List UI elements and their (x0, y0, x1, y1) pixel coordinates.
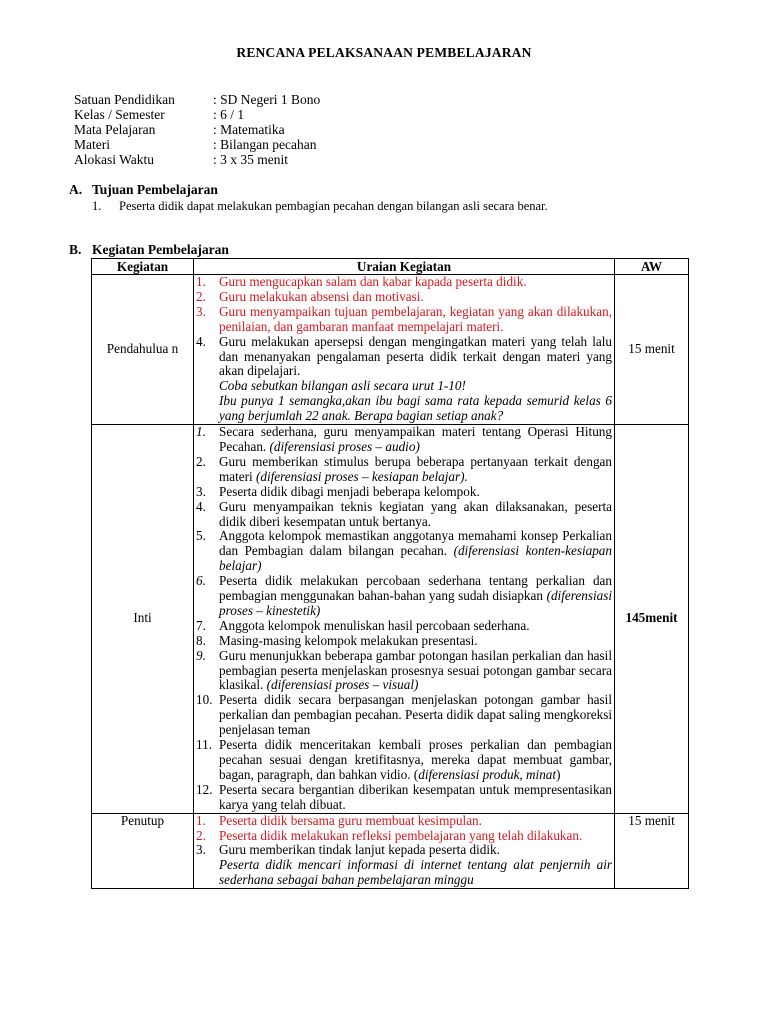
item-text: Peserta didik dibagi menjadi beberapa kelompok. (219, 483, 480, 499)
uraian-cell (194, 813, 615, 889)
aw-cell: 15 menit (615, 275, 689, 425)
identity-block (74, 92, 320, 167)
uraian-cell (194, 275, 615, 425)
item-number: 1. (196, 274, 206, 289)
list-item (194, 275, 612, 290)
item-text: Guru menunjukkan beberapa gambar potongan hasilan perkalian dan hasil pembagian peserta menjelaskan prosesnya sesuai potongan gambar secara klasikal. (219, 647, 612, 693)
item-number (194, 379, 219, 394)
item-text-wrap (219, 485, 612, 500)
item-text-wrap (219, 335, 612, 380)
item-text: Masing-masing kelompok melakukan presentasi. (219, 632, 478, 648)
item-text: Peserta didik bersama guru membuat kesimpulan. (219, 812, 482, 828)
item-text: Guru melakukan absensi dan motivasi. (219, 288, 424, 304)
list-item (194, 305, 612, 335)
section-a-heading (69, 182, 218, 198)
list-item (194, 693, 612, 738)
list-item (194, 634, 612, 649)
item-text-wrap (219, 829, 612, 844)
list-item (194, 858, 612, 888)
list-item (194, 500, 612, 530)
header-kegiatan: Kegiatan (92, 259, 194, 275)
item-text-wrap (219, 455, 612, 485)
item-text: Peserta didik secara berpasangan menjelaskan potongan gambar hasil perkalian dan pembagian pecahan. Peserta didik dapat saling mengkoreksi penjelasan teman (219, 692, 612, 738)
header-aw: AW (615, 259, 689, 275)
tujuan-list (92, 199, 548, 214)
item-number (194, 858, 219, 888)
item-number: 7. (196, 617, 206, 633)
item-number: 2. (196, 827, 206, 843)
kegiatan-cell: Pendahulua n (92, 275, 194, 425)
aw-cell: 145menit (615, 425, 689, 814)
item-text: Ibu punya 1 semangka,akan ibu bagi sama rata kepada semurid kelas 6 yang berjumlah 22 anak. Berapa bagian setiap anak? (219, 393, 612, 424)
item-number (194, 394, 219, 424)
uraian-list (194, 814, 614, 889)
document-title: RENCANA PELAKSANAAN PEMBELAJARAN (236, 45, 532, 60)
item-text-wrap (219, 738, 612, 783)
identity-label: Alokasi Waktu (74, 152, 155, 167)
list-item (194, 529, 612, 574)
list-item (194, 485, 612, 500)
item-text: Guru memberikan tindak lanjut kepada peserta didik. (219, 842, 500, 858)
identity-label: Mata Pelajaran (74, 122, 156, 137)
list-item (194, 738, 612, 783)
uraian-cell (194, 425, 615, 814)
identity-label: Materi (74, 137, 110, 152)
item-number: 5. (196, 528, 206, 544)
section-b-heading (69, 242, 229, 258)
item-number: 2. (196, 453, 206, 469)
row-penutup (92, 813, 689, 889)
item-text: Peserta secara bergantian diberikan kesempatan untuk mempresentasikan karya yang telah dibuat. (219, 781, 612, 812)
identity-label: Satuan Pendidikan (74, 92, 175, 107)
item-number: 8. (196, 632, 206, 648)
table-header-row (92, 259, 689, 275)
item-text-wrap (219, 379, 612, 394)
item-text-wrap (219, 574, 612, 619)
identity-row (74, 137, 320, 152)
item-number: 1. (196, 812, 206, 828)
kegiatan-cell: Penutup (92, 813, 194, 889)
item-text: Peserta didik mencari informasi di internet tentang alat penjernih air sederhana sebagai bahan pembelajaran minggu (219, 857, 612, 888)
list-item (194, 649, 612, 694)
aw-cell: 15 menit (615, 813, 689, 889)
item-text: Secara sederhana, guru menyampaikan materi tentang Operasi Hitung Pecahan. (219, 424, 612, 454)
list-item (194, 619, 612, 634)
identity-label: Kelas / Semester (74, 107, 165, 122)
uraian-list (194, 425, 614, 813)
list-item (194, 783, 612, 813)
item-text-wrap (219, 843, 612, 858)
item-number: 10. (196, 692, 213, 708)
section-a-title: Tujuan Pembelajaran (92, 182, 218, 197)
item-note: (diferensiasi proses – kinestetik) (219, 588, 613, 618)
row-pendahuluan (92, 275, 689, 425)
item-text: Peserta didik menceritakan kembali proses perkalian dan pembagian pecahan sesuai dengan kretifitasnya, mereka dapat membuat gambar, bagan, paragraph, dan bahkan vidio. ( (219, 737, 612, 782)
item-text-wrap (219, 394, 612, 424)
item-text-wrap (219, 500, 612, 530)
item-note: (diferensiasi proses – audio) (269, 438, 420, 454)
item-text-wrap (219, 783, 612, 813)
item-number: 9. (196, 647, 206, 663)
identity-row (74, 152, 320, 167)
item-text-wrap (219, 649, 612, 694)
item-text: Guru memberikan stimulus berupa beberapa pertanyaan terkait dengan materi (219, 453, 612, 484)
item-text: Guru menyampaikan teknis kegiatan yang akan dilaksanakan, peserta didik diberi kesempatan untuk bertanya. (219, 498, 612, 529)
item-text-wrap (219, 634, 612, 649)
item-note: (diferensiasi proses – kesiapan belajar). (255, 468, 468, 484)
identity-value: : Matematika (213, 122, 285, 137)
item-number: 3. (196, 303, 206, 319)
item-text-wrap (219, 693, 612, 738)
list-item (194, 394, 612, 424)
identity-row (74, 92, 320, 107)
item-number: 1. (196, 424, 206, 440)
item-text: Coba sebutkan bilangan asli secara urut 1-10! (219, 378, 466, 394)
section-a-letter: A. (69, 182, 83, 197)
item-note: (diferensiasi konten-kesiapan belajar) (219, 543, 612, 574)
item-note: diferensiasi produk, minat (418, 766, 557, 782)
item-text: Peserta didik melakukan percobaan sederhana tentang perkalian dan pembagian menggunakan bahan-bahan yang sudah disiapkan (219, 573, 612, 604)
item-text: Guru mengucapkan salam dan kabar kapada peserta didik. (219, 274, 527, 289)
list-item (194, 290, 612, 305)
kegiatan-cell: Inti (92, 425, 194, 814)
row-inti (92, 425, 689, 814)
kegiatan-table (91, 258, 689, 889)
list-item (194, 379, 612, 394)
item-text-end: ) (556, 766, 561, 782)
identity-row (74, 107, 320, 122)
item-text-wrap (219, 529, 612, 574)
list-item (194, 455, 612, 485)
item-text-wrap (219, 858, 612, 888)
item-text-wrap (219, 814, 612, 829)
item-text: Anggota kelompok menuliskan hasil percobaan sederhana. (219, 617, 530, 633)
item-number: 6. (196, 573, 206, 589)
header-uraian: Uraian Kegiatan (194, 259, 615, 275)
item-number: 3. (196, 483, 206, 499)
section-b-letter: B. (69, 242, 82, 257)
item-number: 11. (196, 737, 212, 753)
list-item (194, 335, 612, 380)
list-item (194, 574, 612, 619)
uraian-list (194, 275, 614, 424)
item-text-wrap (219, 619, 612, 634)
tujuan-item-text: Peserta didik dapat melakukan pembagian pecahan dengan bilangan asli secara benar. (119, 199, 548, 213)
item-text-wrap (219, 275, 612, 290)
identity-value: : 3 x 35 menit (213, 152, 288, 167)
section-b-title: Kegiatan Pembelajaran (92, 242, 229, 257)
identity-value: : 6 / 1 (213, 107, 245, 122)
tujuan-item-number: 1. (92, 199, 102, 213)
item-text: Peserta didik melakukan refleksi pembelajaran yang telah dilakukan. (219, 827, 583, 843)
list-item (194, 843, 612, 858)
list-item (194, 425, 612, 455)
item-text-wrap (219, 425, 612, 455)
item-text: Guru menyampaikan tujuan pembelajaran, kegiatan yang akan dilakukan, penilaian, dan gambaran manfaat mempelajari materi. (219, 303, 612, 334)
item-number: 2. (196, 288, 206, 304)
item-number: 3. (196, 842, 206, 858)
item-number: 4. (196, 333, 206, 349)
item-text-wrap (219, 290, 612, 305)
identity-value: : Bilangan pecahan (213, 137, 317, 152)
identity-value: : SD Negeri 1 Bono (213, 92, 321, 107)
list-item (194, 814, 612, 829)
item-text: Guru melakukan apersepsi dengan mengingatkan materi yang telah lalu dan menanyakan pengalaman peserta didik terkait dengan materi yang akan dipelajari. (219, 333, 612, 379)
item-number: 4. (196, 498, 206, 514)
list-item (194, 829, 612, 844)
item-text: Anggota kelompok memastikan anggotanya memahami konsep Perkalian dan Pembagian dalam bilangan pecahan. (219, 528, 612, 559)
item-text-wrap (219, 305, 612, 335)
item-note: (diferensiasi proses – visual) (266, 677, 419, 693)
identity-row (74, 122, 320, 137)
item-number: 12. (196, 781, 213, 797)
